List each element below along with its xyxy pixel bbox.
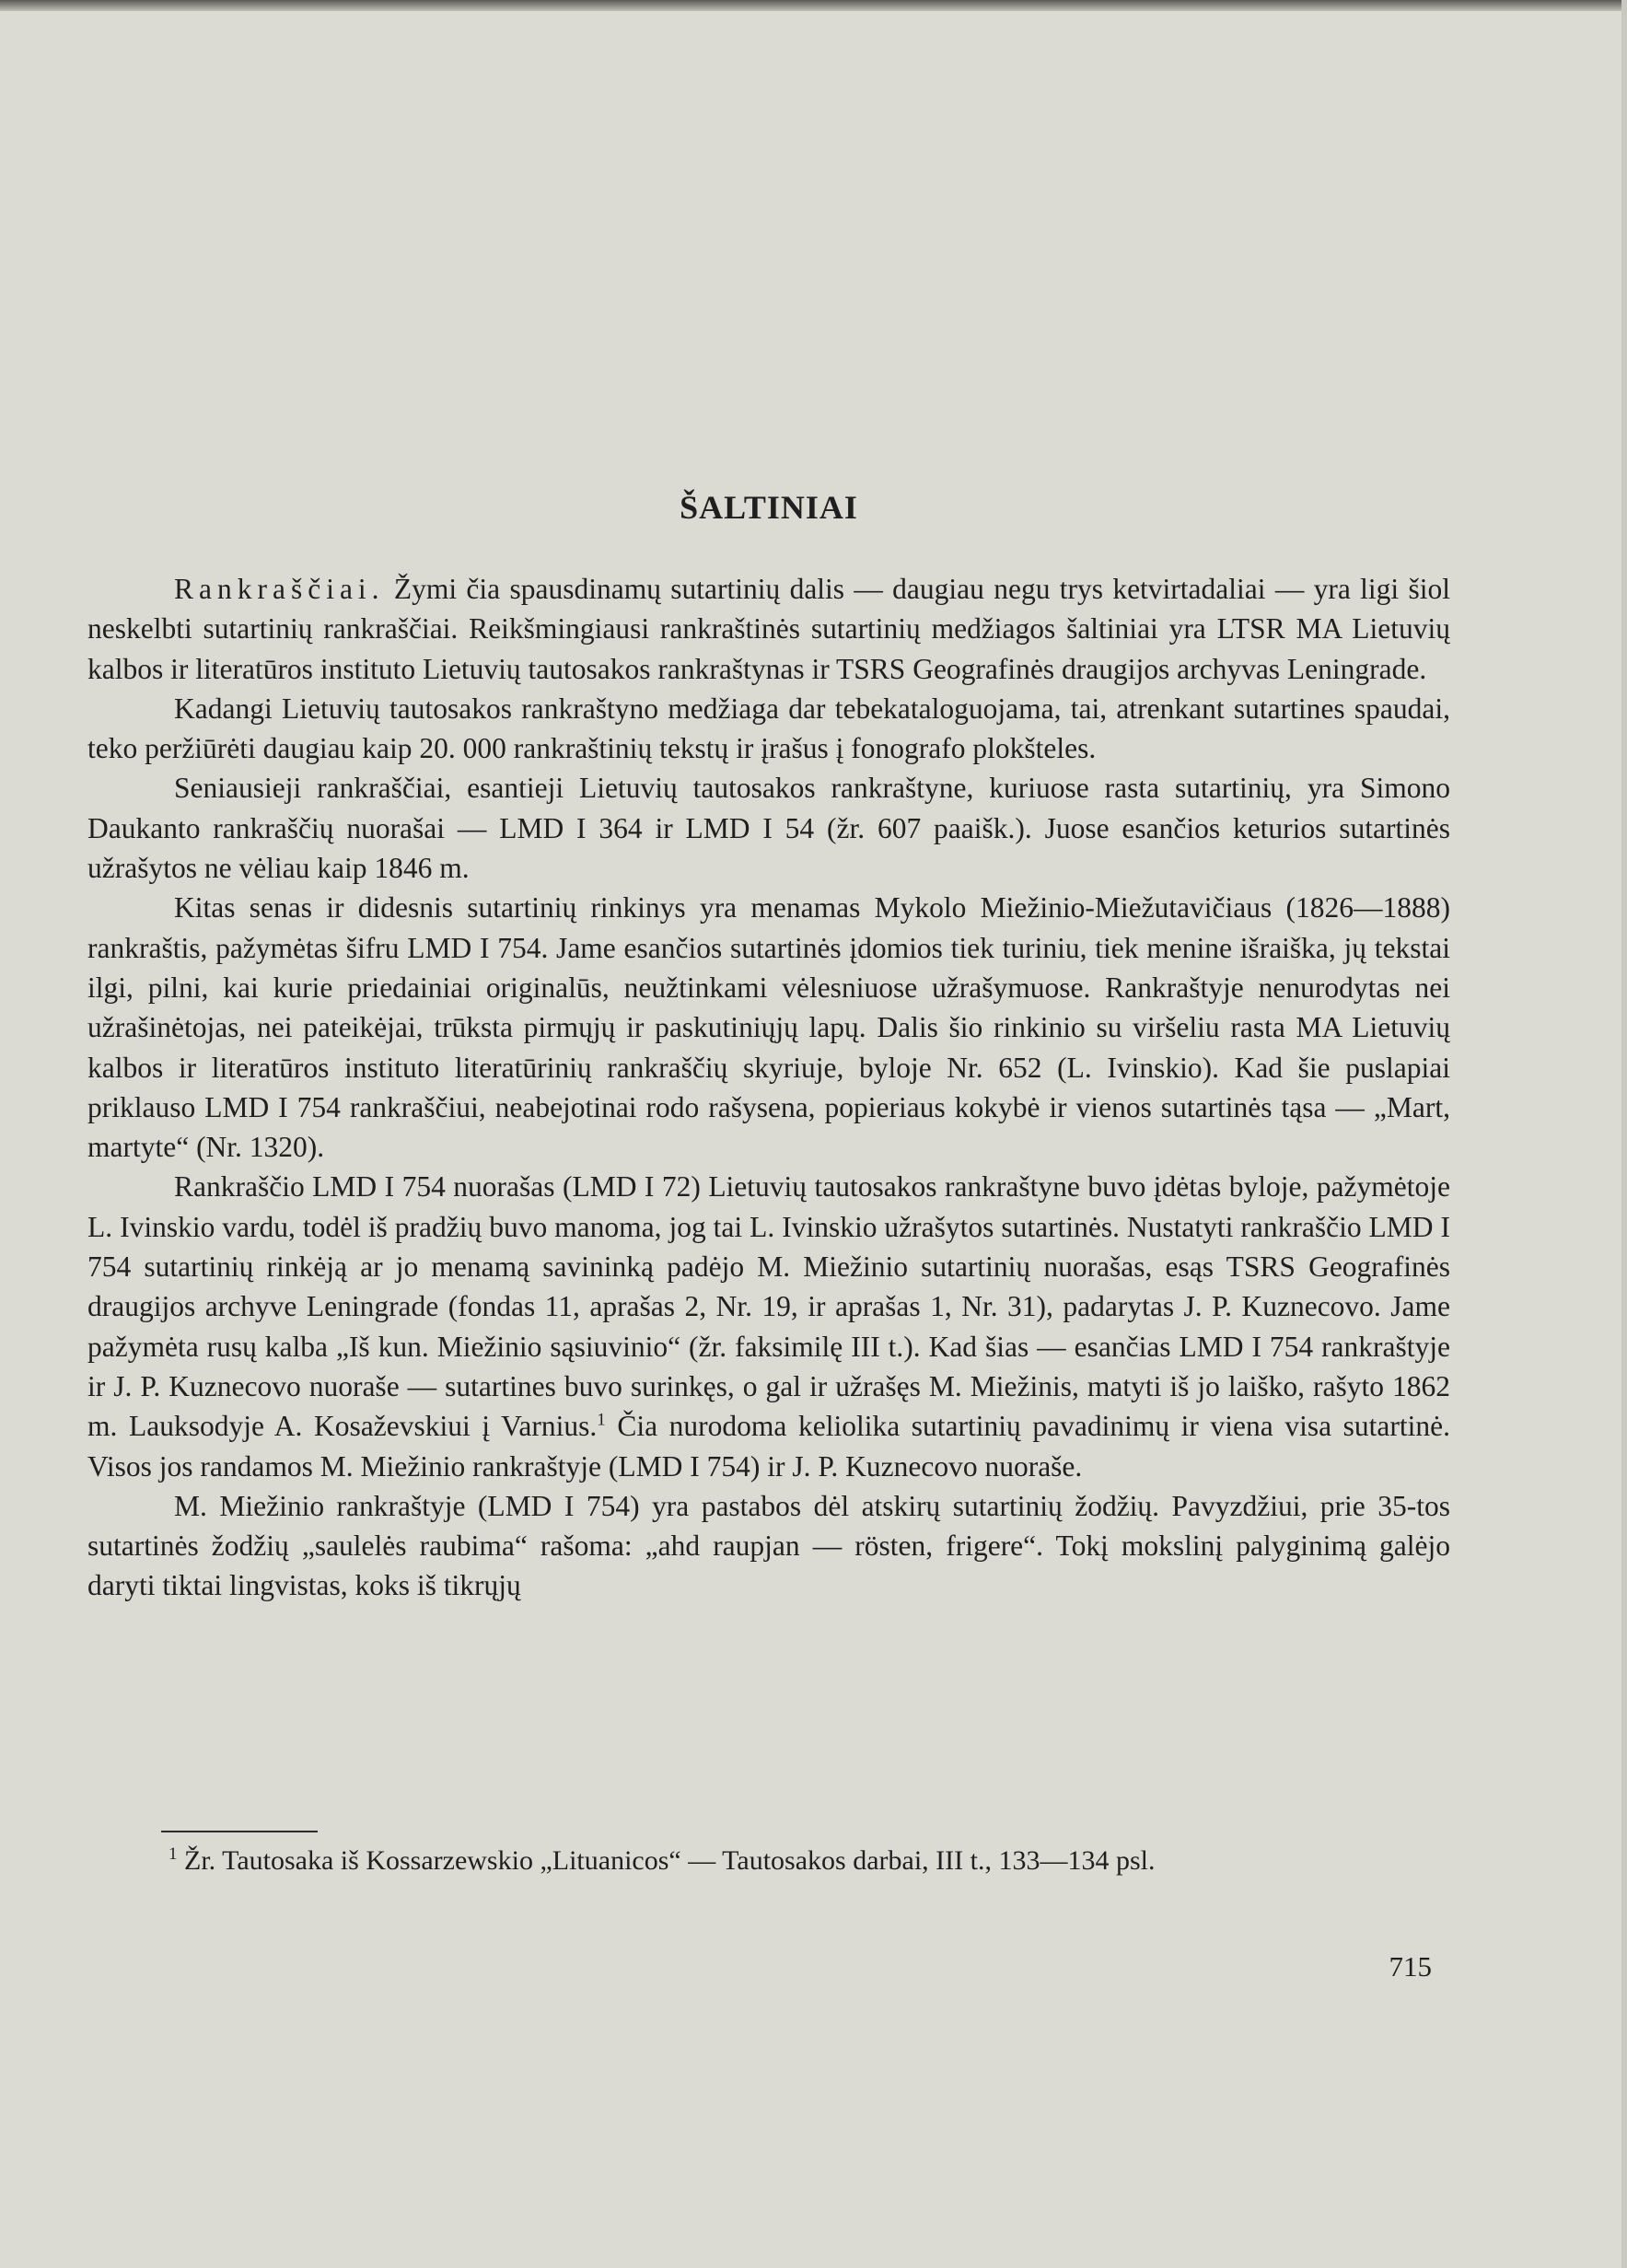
paragraph-text: Čia nurodoma keliolika sutartinių pavadinimų ir viena visa sutartinė. Visos jos randamos M. Miežinio rankraštyje (LMD I 754) ir J. P. Kuznecovo nuoraše. — [87, 1410, 1450, 1483]
footnote-text: Žr. Tautosaka iš Kossarzewskio „Lituanicos“ — Tautosakos darbai, III t., 133—134 psl. — [177, 1845, 1156, 1876]
paragraph — [87, 1167, 1450, 1485]
scan-right-edge — [1621, 0, 1627, 2268]
paragraph: M. Miežinio rankraštyje (LMD I 754) yra pastabos dėl atskirų sutartinių žodžių. Pavyzdžiui, prie 35-tos sutartinės žodžių „saulelės raubima“ rašoma: „ahd raupjan — rösten, frigere“. Tokį mokslinį palyginimą galėjo daryti tiktai lingvistas, koks iš tikrųjų — [87, 1489, 1450, 1602]
page — [87, 0, 1450, 2268]
footnote-mark: 1 — [169, 1844, 178, 1864]
paragraph — [87, 569, 1450, 689]
footnote-divider — [161, 1831, 318, 1832]
paragraph: Kitas senas ir didesnis sutartinių rinkinys yra menamas Mykolo Miežinio-Miežutavičiaus (1826—1888) rankraštis, pažymėtas šifru LMD I 754. Jame esančios sutartinės įdomios tiek turiniu, tiek menine išraiška, jų tekstai ilgi, pilni, kai kurie priedainiai originalūs, neužtinkami vėlesniuose užrašymuose. Rankraštyje nenurodytas nei užrašinėtojas, nei pateikėjai, trūksta pirmųjų ir paskutiniųjų lapų. Dalis šio rinkinio su viršeliu rasta MA Lietuvių kalbos ir literatūros instituto literatūrinių rankraščių skyriuje, byloje Nr. 652 (L. Ivinskio). Kad šie puslapiai priklauso LMD I 754 rankraščiui, neabejotinai rodo rašysena, popieriaus kokybė ir vienos sutartinės tąsa — „Mart, martyte“ (Nr. 1320). — [87, 891, 1450, 1164]
page-title: ŠALTINIAI — [680, 489, 858, 526]
body-text — [87, 569, 1450, 1606]
paragraph: Seniausieji rankraščiai, esantieji Lietuvių tautosakos rankraštyne, kuriuose rasta sutartinių, yra Simono Daukanto rankraščių nuorašai — LMD I 364 ir LMD I 54 (žr. 607 paaišk.). Juose esančios keturios sutartinės užrašytos ne vėliau kaip 1846 m. — [87, 772, 1450, 885]
footnote — [87, 1840, 1450, 1881]
footnote-reference: 1 — [597, 1410, 606, 1430]
paragraph-text: Rankraščio LMD I 754 nuorašas (LMD I 72) Lietuvių tautosakos rankraštyne buvo įdėtas byloje, pažymėtoje L. Ivinskio vardu, todėl iš pradžių buvo manoma, jog tai L. Ivinskio užrašytos sutartinės. Nustatyti rankraščio LMD I 754 sutartinių rinkėją ar jo menamą savininką padėjo M. Miežinio sutartinių nuorašas, esąs TSRS Geografinės draugijos archyve Leningrade (fondas 11, aprašas 2, Nr. 19, ir aprašas 1, Nr. 31), padarytas J. P. Kuznecovo. Jame pažymėta rusų kalba „Iš kun. Miežinio sąsiuvinio“ (žr. faksimilę III t.). Kad šias — esančias LMD I 754 rankraštyje ir J. P. Kuznecovo nuoraše — sutartines buvo surinkęs, o gal ir užrašęs M. Miežinis, matyti iš jo laiško, rašyto 1862 m. Lauksodyje A. Kosaževskiui į Varnius. — [87, 1170, 1450, 1443]
paragraph: Kadangi Lietuvių tautosakos rankraštyno medžiaga dar tebekataloguojama, tai, atrenkant sutartines spaudai, teko peržiūrėti daugiau kaip 20. 000 rankraštinių tekstų ir įrašus į fonografo plokšteles. — [87, 692, 1450, 765]
paragraph-text: Žymi čia spausdinamų sutartinių dalis — daugiau negu trys ketvirtadaliai — yra ligi šiol neskelbti sutartinių rankraščiai. Reikšmingiausi rankraštinės sutartinių medžiagos šaltiniai yra LTSR MA Lietuvių kalbos ir literatūros instituto Lietuvių tautosakos rankraštynas ir TSRS Geografinės draugijos archyvas Leningrade. — [87, 573, 1450, 685]
paragraph-lead: Rankraščiai. — [174, 573, 385, 605]
page-number: 715 — [1389, 1950, 1432, 1983]
